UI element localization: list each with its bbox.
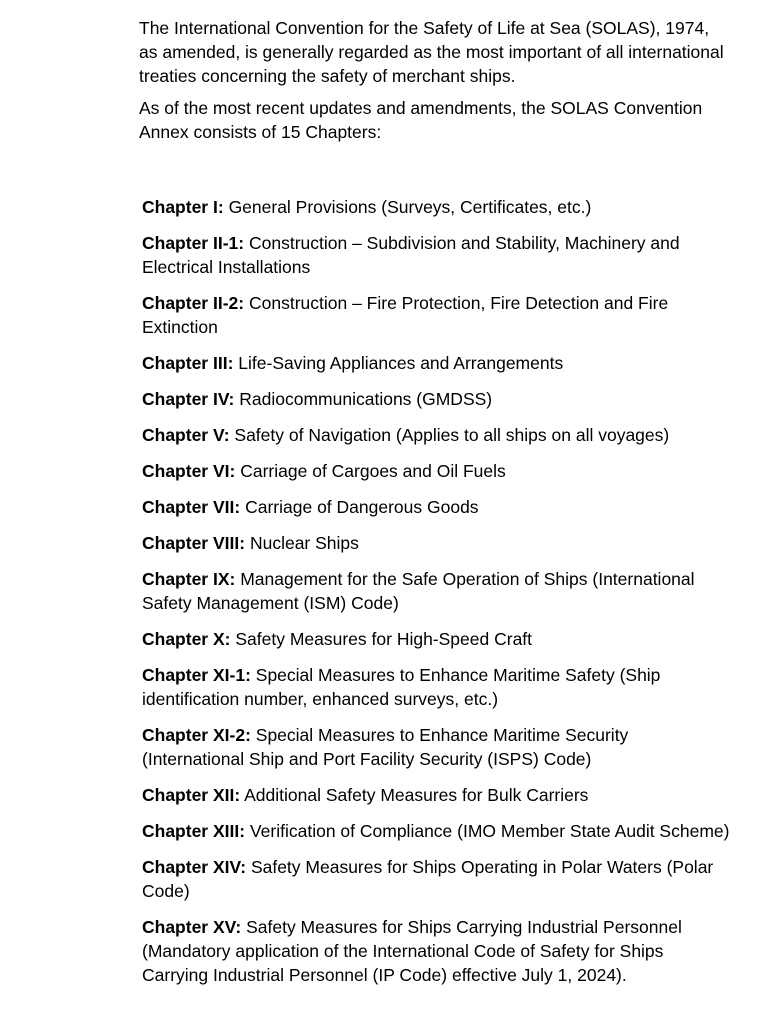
chapter-item bbox=[142, 663, 732, 711]
chapter-text: Life-Saving Appliances and Arrangements bbox=[238, 353, 564, 373]
chapter-label: Chapter XIV: bbox=[142, 857, 247, 877]
chapter-label: Chapter XIII: bbox=[142, 821, 246, 841]
chapter-text: Radiocommunications (GMDSS) bbox=[239, 389, 493, 409]
chapter-item bbox=[142, 855, 732, 903]
chapter-label: Chapter XI-2: bbox=[142, 725, 251, 745]
chapter-item bbox=[142, 819, 732, 843]
chapter-item bbox=[142, 291, 732, 339]
chapter-label: Chapter V: bbox=[142, 425, 230, 445]
chapter-text: Nuclear Ships bbox=[249, 533, 359, 553]
chapter-item bbox=[142, 423, 732, 447]
chapter-item bbox=[142, 915, 732, 987]
chapter-text: Safety Measures for High-Speed Craft bbox=[235, 629, 533, 649]
intro-paragraph: The International Convention for the Safety of Life at Sea (SOLAS), 1974, as amended, is generally regarded as the most important of all international treaties concerning the safety of merchant ships. bbox=[139, 18, 724, 86]
chapter-item bbox=[142, 531, 732, 555]
chapter-text: Special Measures to Enhance Maritime Security (International Ship and Port Facility Security (ISPS) Code) bbox=[142, 725, 629, 769]
chapter-label: Chapter III: bbox=[142, 353, 234, 373]
intro-section bbox=[139, 16, 729, 152]
chapter-text: Construction – Subdivision and Stability, Machinery and Electrical Installations bbox=[142, 233, 680, 277]
chapter-item bbox=[142, 195, 732, 219]
chapter-item bbox=[142, 495, 732, 519]
chapter-label: Chapter II-2: bbox=[142, 293, 245, 313]
chapter-label: Chapter II-1: bbox=[142, 233, 245, 253]
chapter-text: Verification of Compliance (IMO Member State Audit Scheme) bbox=[249, 821, 730, 841]
chapter-label: Chapter X: bbox=[142, 629, 231, 649]
chapter-text: Carriage of Dangerous Goods bbox=[245, 497, 479, 517]
chapter-item bbox=[142, 387, 732, 411]
chapter-text: Safety of Navigation (Applies to all ships on all voyages) bbox=[234, 425, 670, 445]
chapter-text: General Provisions (Surveys, Certificates, etc.) bbox=[228, 197, 592, 217]
chapter-text: Special Measures to Enhance Maritime Safety (Ship identification number, enhanced surveys, etc.) bbox=[142, 665, 661, 709]
chapter-label: Chapter VII: bbox=[142, 497, 241, 517]
chapter-item bbox=[142, 351, 732, 375]
chapter-text: Carriage of Cargoes and Oil Fuels bbox=[240, 461, 506, 481]
chapter-label: Chapter VI: bbox=[142, 461, 236, 481]
chapter-item bbox=[142, 567, 732, 615]
chapter-label: Chapter XI-1: bbox=[142, 665, 251, 685]
chapter-label: Chapter IX: bbox=[142, 569, 236, 589]
chapter-item bbox=[142, 783, 732, 807]
chapter-text: Management for the Safe Operation of Ships (International Safety Management (ISM) Code) bbox=[142, 569, 695, 613]
chapter-item bbox=[142, 231, 732, 279]
chapter-text: Safety Measures for Ships Operating in Polar Waters (Polar Code) bbox=[142, 857, 714, 901]
chapter-text: Safety Measures for Ships Carrying Industrial Personnel (Mandatory application of the International Code of Safety for Ships Carrying Industrial Personnel (IP Code) effective July 1, 2024). bbox=[142, 917, 682, 985]
intro-paragraph: As of the most recent updates and amendments, the SOLAS Convention Annex consists of 15 Chapters: bbox=[139, 98, 703, 142]
chapter-label: Chapter I: bbox=[142, 197, 224, 217]
chapter-label: Chapter XV: bbox=[142, 917, 242, 937]
chapter-item bbox=[142, 459, 732, 483]
chapter-list bbox=[142, 195, 732, 999]
chapter-label: Chapter XII: bbox=[142, 785, 241, 805]
chapter-item bbox=[142, 723, 732, 771]
chapter-text: Additional Safety Measures for Bulk Carriers bbox=[244, 785, 589, 805]
chapter-item bbox=[142, 627, 732, 651]
chapter-label: Chapter IV: bbox=[142, 389, 235, 409]
chapter-label: Chapter VIII: bbox=[142, 533, 246, 553]
chapter-text: Construction – Fire Protection, Fire Detection and Fire Extinction bbox=[142, 293, 669, 337]
